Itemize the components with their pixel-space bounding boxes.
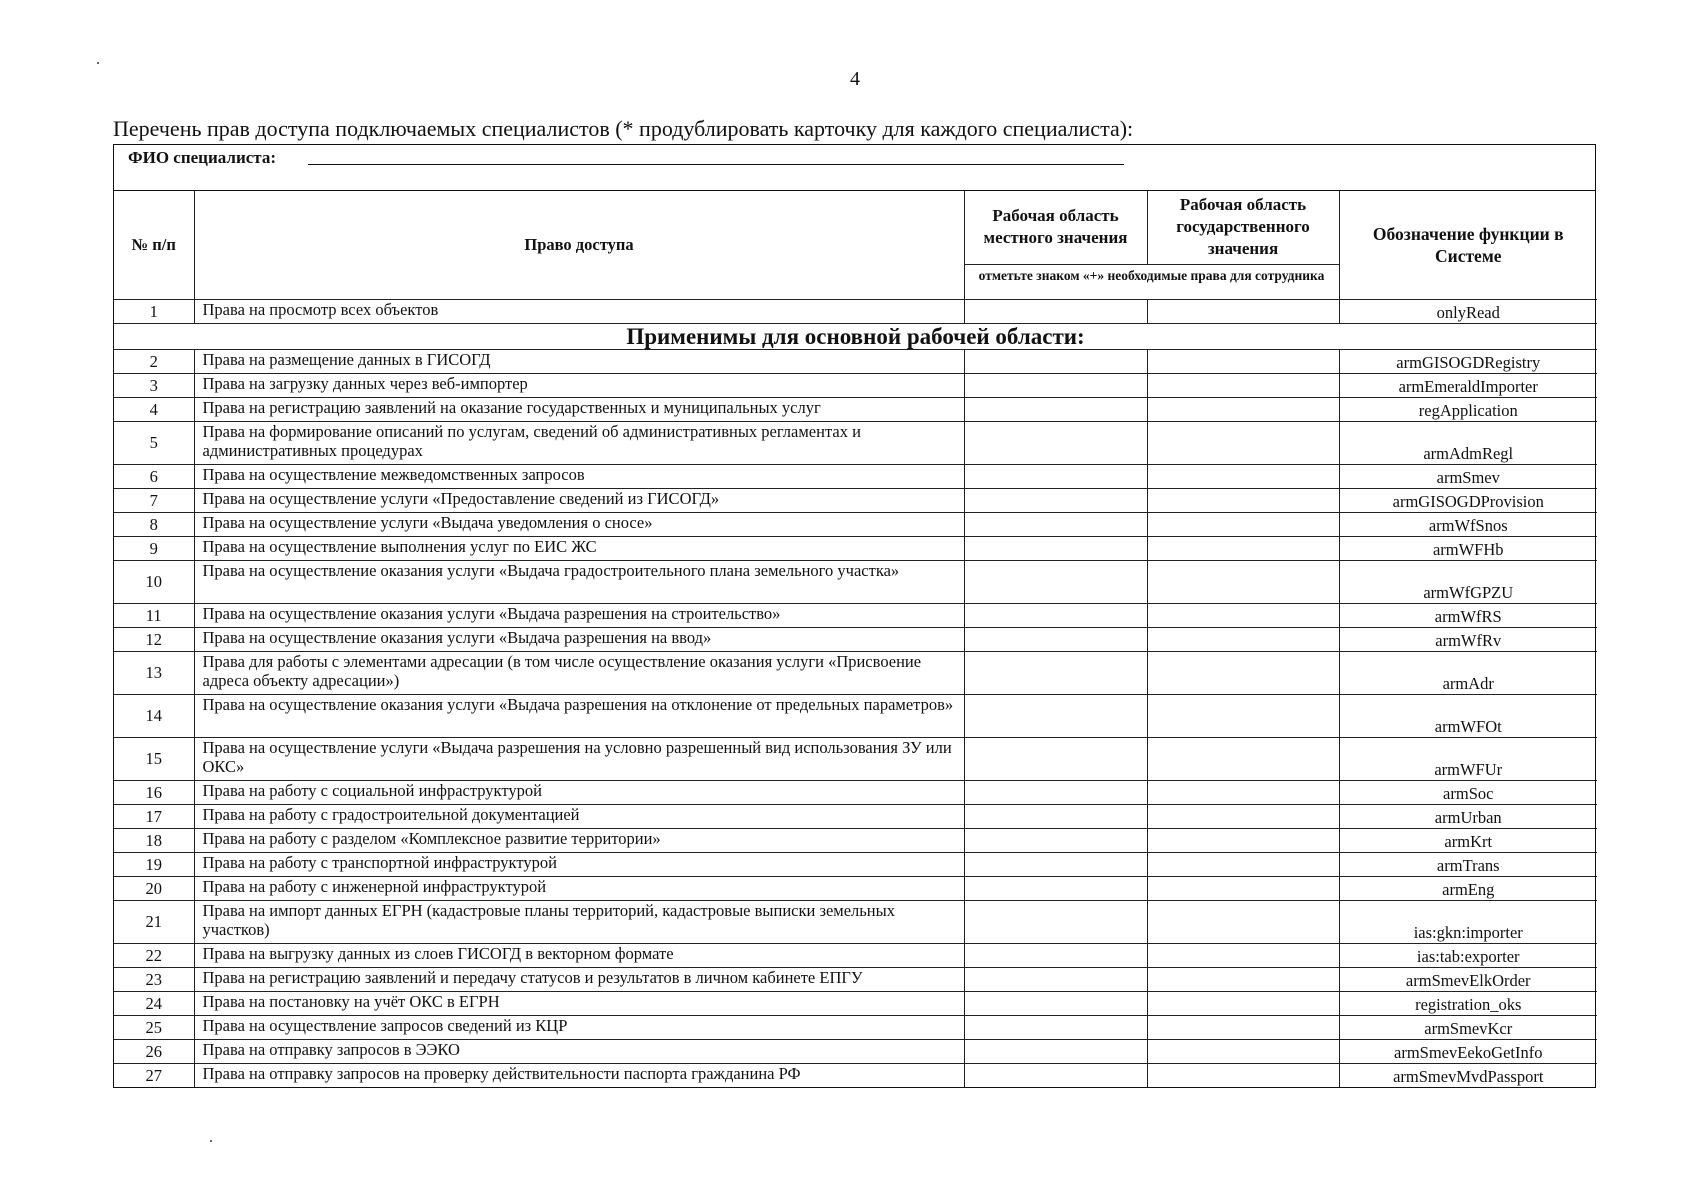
table-row	[114, 876, 1597, 900]
fio-input-line[interactable]	[308, 164, 1124, 165]
state-area-mark-cell[interactable]	[1147, 1039, 1339, 1063]
row-number: 20	[114, 876, 194, 900]
table-row	[114, 1039, 1597, 1063]
local-area-mark-cell[interactable]	[964, 737, 1147, 780]
row-number: 22	[114, 943, 194, 967]
row-right-title: Права для работы с элементами адресации (в том числе осуществление оказания услуги «Присвоение адреса объекту адресации»)	[194, 651, 964, 694]
row-right-title: Права на выгрузку данных из слоев ГИСОГД в векторном формате	[194, 943, 964, 967]
state-area-mark-cell[interactable]	[1147, 373, 1339, 397]
row-function-code: regApplication	[1339, 397, 1597, 421]
state-area-mark-cell[interactable]	[1147, 943, 1339, 967]
access-rights-table	[114, 191, 1597, 1087]
header-function-code: Обозначение функции в Системе	[1339, 191, 1597, 299]
state-area-mark-cell[interactable]	[1147, 1063, 1339, 1087]
section-row	[114, 323, 1597, 349]
row-right-title: Права на осуществление выполнения услуг по ЕИС ЖС	[194, 536, 964, 560]
document-heading: Перечень прав доступа подключаемых специалистов (* продублировать карточку для каждого специалиста):	[113, 116, 1134, 141]
table-row	[114, 349, 1597, 373]
local-area-mark-cell[interactable]	[964, 488, 1147, 512]
access-rights-card	[113, 144, 1596, 1088]
state-area-mark-cell[interactable]	[1147, 397, 1339, 421]
row-function-code: armWFOt	[1339, 694, 1597, 737]
row-number: 10	[114, 560, 194, 603]
row-number: 25	[114, 1015, 194, 1039]
local-area-mark-cell[interactable]	[964, 512, 1147, 536]
row-number: 1	[114, 299, 194, 323]
table-row	[114, 560, 1597, 603]
row-number: 23	[114, 967, 194, 991]
row-function-code: armGISOGDProvision	[1339, 488, 1597, 512]
local-area-mark-cell[interactable]	[964, 1063, 1147, 1087]
row-function-code: onlyRead	[1339, 299, 1597, 323]
state-area-mark-cell[interactable]	[1147, 737, 1339, 780]
state-area-mark-cell[interactable]	[1147, 991, 1339, 1015]
header-mark-note: отметьте знаком «+» необходимые права для сотрудника	[964, 264, 1339, 299]
local-area-mark-cell[interactable]	[964, 876, 1147, 900]
row-function-code: armSmevElkOrder	[1339, 967, 1597, 991]
state-area-mark-cell[interactable]	[1147, 852, 1339, 876]
local-area-mark-cell[interactable]	[964, 397, 1147, 421]
fio-row	[114, 145, 1595, 191]
row-function-code: armSmevMvdPassport	[1339, 1063, 1597, 1087]
state-area-mark-cell[interactable]	[1147, 627, 1339, 651]
state-area-mark-cell[interactable]	[1147, 967, 1339, 991]
local-area-mark-cell[interactable]	[964, 651, 1147, 694]
header-right: Право доступа	[194, 191, 964, 299]
local-area-mark-cell[interactable]	[964, 560, 1147, 603]
local-area-mark-cell[interactable]	[964, 991, 1147, 1015]
row-right-title: Права на осуществление услуги «Выдача уведомления о сносе»	[194, 512, 964, 536]
table-row	[114, 421, 1597, 464]
row-number: 8	[114, 512, 194, 536]
row-number: 2	[114, 349, 194, 373]
row-right-title: Права на работу с градостроительной документацией	[194, 804, 964, 828]
row-function-code: armAdmRegl	[1339, 421, 1597, 464]
row-function-code: armWfRv	[1339, 627, 1597, 651]
table-row	[114, 603, 1597, 627]
row-right-title: Права на осуществление межведомственных запросов	[194, 464, 964, 488]
scan-speck	[97, 62, 99, 64]
local-area-mark-cell[interactable]	[964, 852, 1147, 876]
local-area-mark-cell[interactable]	[964, 780, 1147, 804]
row-function-code: armEmeraldImporter	[1339, 373, 1597, 397]
row-right-title: Права на работу с разделом «Комплексное развитие территории»	[194, 828, 964, 852]
row-function-code: ias:gkn:importer	[1339, 900, 1597, 943]
row-function-code: armWfSnos	[1339, 512, 1597, 536]
row-number: 11	[114, 603, 194, 627]
row-right-title: Права на осуществление услуги «Выдача разрешения на условно разрешенный вид использования ЗУ или ОКС»	[194, 737, 964, 780]
row-function-code: ias:tab:exporter	[1339, 943, 1597, 967]
row-number: 24	[114, 991, 194, 1015]
state-area-mark-cell[interactable]	[1147, 694, 1339, 737]
row-function-code: armWfGPZU	[1339, 560, 1597, 603]
row-function-code: armAdr	[1339, 651, 1597, 694]
table-body	[114, 299, 1597, 1087]
table-row	[114, 512, 1597, 536]
row-number: 21	[114, 900, 194, 943]
local-area-mark-cell[interactable]	[964, 900, 1147, 943]
row-function-code: armSmevEekoGetInfo	[1339, 1039, 1597, 1063]
row-function-code: armTrans	[1339, 852, 1597, 876]
table-row	[114, 828, 1597, 852]
row-function-code: registration_oks	[1339, 991, 1597, 1015]
row-right-title: Права на регистрацию заявлений на оказание государственных и муниципальных услуг	[194, 397, 964, 421]
local-area-mark-cell[interactable]	[964, 536, 1147, 560]
fio-label: ФИО специалиста:	[128, 148, 277, 167]
row-number: 12	[114, 627, 194, 651]
state-area-mark-cell[interactable]	[1147, 299, 1339, 323]
state-area-mark-cell[interactable]	[1147, 1015, 1339, 1039]
table-row	[114, 488, 1597, 512]
row-right-title: Права на отправку запросов в ЭЭКО	[194, 1039, 964, 1063]
row-right-title: Права на осуществление запросов сведений из КЦР	[194, 1015, 964, 1039]
local-area-mark-cell[interactable]	[964, 464, 1147, 488]
local-area-mark-cell[interactable]	[964, 943, 1147, 967]
row-right-title: Права на осуществление оказания услуги «Выдача разрешения на отклонение от предельных параметров»	[194, 694, 964, 737]
row-function-code: armSoc	[1339, 780, 1597, 804]
local-area-mark-cell[interactable]	[964, 804, 1147, 828]
row-right-title: Права на просмотр всех объектов	[194, 299, 964, 323]
row-right-title: Права на осуществление оказания услуги «Выдача градостроительного плана земельного участка»	[194, 560, 964, 603]
row-function-code: armWFUr	[1339, 737, 1597, 780]
state-area-mark-cell[interactable]	[1147, 488, 1339, 512]
row-right-title: Права на осуществление оказания услуги «Выдача разрешения на строительство»	[194, 603, 964, 627]
state-area-mark-cell[interactable]	[1147, 560, 1339, 603]
row-right-title: Права на осуществление услуги «Предоставление сведений из ГИСОГД»	[194, 488, 964, 512]
row-number: 5	[114, 421, 194, 464]
table-row	[114, 694, 1597, 737]
state-area-mark-cell[interactable]	[1147, 780, 1339, 804]
state-area-mark-cell[interactable]	[1147, 804, 1339, 828]
state-area-mark-cell[interactable]	[1147, 464, 1339, 488]
row-right-title: Права на размещение данных в ГИСОГД	[194, 349, 964, 373]
state-area-mark-cell[interactable]	[1147, 651, 1339, 694]
state-area-mark-cell[interactable]	[1147, 421, 1339, 464]
table-row	[114, 804, 1597, 828]
row-function-code: armEng	[1339, 876, 1597, 900]
state-area-mark-cell[interactable]	[1147, 900, 1339, 943]
row-number: 18	[114, 828, 194, 852]
row-number: 19	[114, 852, 194, 876]
header-local-area: Рабочая область местного значения	[964, 191, 1147, 264]
header-state-area: Рабочая область государственного значения	[1147, 191, 1339, 264]
table-row	[114, 737, 1597, 780]
row-function-code: armWFHb	[1339, 536, 1597, 560]
state-area-mark-cell[interactable]	[1147, 603, 1339, 627]
local-area-mark-cell[interactable]	[964, 349, 1147, 373]
row-number: 7	[114, 488, 194, 512]
local-area-mark-cell[interactable]	[964, 1015, 1147, 1039]
table-row	[114, 627, 1597, 651]
row-right-title: Права на регистрацию заявлений и передачу статусов и результатов в личном кабинете ЕПГУ	[194, 967, 964, 991]
table-row	[114, 373, 1597, 397]
local-area-mark-cell[interactable]	[964, 421, 1147, 464]
row-function-code: armGISOGDRegistry	[1339, 349, 1597, 373]
table-row	[114, 464, 1597, 488]
table-row	[114, 1063, 1597, 1087]
table-row	[114, 900, 1597, 943]
row-number: 26	[114, 1039, 194, 1063]
section-title: Применимы для основной рабочей области:	[114, 323, 1597, 349]
row-right-title: Права на работу с инженерной инфраструктурой	[194, 876, 964, 900]
row-right-title: Права на загрузку данных через веб-импортер	[194, 373, 964, 397]
row-number: 9	[114, 536, 194, 560]
row-function-code: armKrt	[1339, 828, 1597, 852]
table-row	[114, 651, 1597, 694]
row-right-title: Права на формирование описаний по услугам, сведений об административных регламентах и административных процедурах	[194, 421, 964, 464]
local-area-mark-cell[interactable]	[964, 299, 1147, 323]
state-area-mark-cell[interactable]	[1147, 512, 1339, 536]
page-number: 4	[850, 68, 860, 90]
row-function-code: armSmev	[1339, 464, 1597, 488]
local-area-mark-cell[interactable]	[964, 1039, 1147, 1063]
state-area-mark-cell[interactable]	[1147, 828, 1339, 852]
table-row	[114, 852, 1597, 876]
row-right-title: Права на работу с социальной инфраструктурой	[194, 780, 964, 804]
table-row	[114, 536, 1597, 560]
row-number: 15	[114, 737, 194, 780]
local-area-mark-cell[interactable]	[964, 694, 1147, 737]
row-right-title: Права на постановку на учёт ОКС в ЕГРН	[194, 991, 964, 1015]
local-area-mark-cell[interactable]	[964, 627, 1147, 651]
table-row	[114, 397, 1597, 421]
state-area-mark-cell[interactable]	[1147, 536, 1339, 560]
row-right-title: Права на осуществление оказания услуги «Выдача разрешения на ввод»	[194, 627, 964, 651]
row-number: 16	[114, 780, 194, 804]
table-row	[114, 943, 1597, 967]
local-area-mark-cell[interactable]	[964, 373, 1147, 397]
table-row	[114, 991, 1597, 1015]
table-row	[114, 780, 1597, 804]
row-function-code: armUrban	[1339, 804, 1597, 828]
header-num: № п/п	[114, 191, 194, 299]
row-function-code: armWfRS	[1339, 603, 1597, 627]
table-row	[114, 1015, 1597, 1039]
state-area-mark-cell[interactable]	[1147, 876, 1339, 900]
local-area-mark-cell[interactable]	[964, 967, 1147, 991]
row-number: 4	[114, 397, 194, 421]
row-right-title: Права на импорт данных ЕГРН (кадастровые планы территорий, кадастровые выписки земельных участков)	[194, 900, 964, 943]
table-row	[114, 967, 1597, 991]
local-area-mark-cell[interactable]	[964, 603, 1147, 627]
row-number: 6	[114, 464, 194, 488]
row-number: 17	[114, 804, 194, 828]
row-number: 27	[114, 1063, 194, 1087]
scan-speck	[210, 1140, 212, 1142]
row-number: 14	[114, 694, 194, 737]
state-area-mark-cell[interactable]	[1147, 349, 1339, 373]
row-number: 13	[114, 651, 194, 694]
row-right-title: Права на отправку запросов на проверку действительности паспорта гражданина РФ	[194, 1063, 964, 1087]
row-right-title: Права на работу с транспортной инфраструктурой	[194, 852, 964, 876]
row-number: 3	[114, 373, 194, 397]
local-area-mark-cell[interactable]	[964, 828, 1147, 852]
row-function-code: armSmevKcr	[1339, 1015, 1597, 1039]
table-row	[114, 299, 1597, 323]
